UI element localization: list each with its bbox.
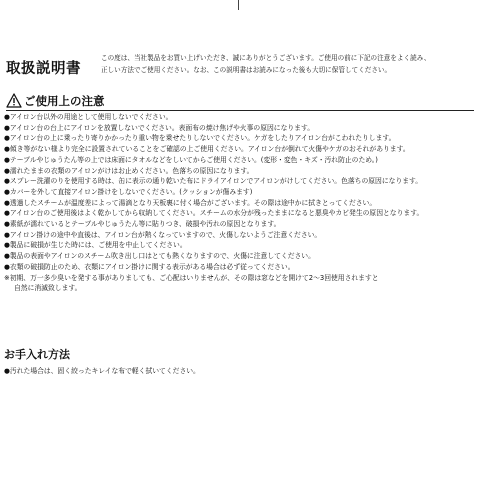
care-item: ●汚れた場合は、固く絞ったキレイな布で軽く拭いてください。 — [4, 367, 200, 375]
caution-item: ●アイロン台のご使用後はよく乾かしてから収納してください。スチームの水分が残ったままになると悪臭やカビ発生の原因となります。 — [4, 209, 424, 218]
caution-item: ●アイロン台の上に乗ったり寄りかかったり重い物を乗せたりしないでください。ケガをしたりアイロン台がこわれたりします。 — [4, 134, 396, 143]
page-top-marker — [238, 0, 239, 10]
intro-section — [6, 50, 476, 84]
caution-item: ●カバーを外して直接アイロン掛けをしないでください。(クッションが傷みます) — [4, 187, 253, 196]
intro-text — [101, 52, 477, 76]
care-heading: お手入れ方法 — [4, 348, 70, 361]
caution-item: ●透過したスチームが温度差によって湯滴となり天板裏に付く場合がございます。その際は途中かに拭きとってください。 — [4, 198, 377, 207]
caution-item: 自然に消滅致します。 — [14, 284, 82, 293]
caution-item: ●素紙が濡れているとテーブルやじゅうたん等に貼りつき、破損や汚れの原因となります。 — [4, 220, 281, 229]
caution-item: ●製品の表面やアイロンのスチーム吹き出し口はとても熱くなりますので、火傷に注意してください。 — [4, 252, 315, 261]
caution-item: ●テーブルやじゅうたん等の上では床面にタオルなどをしいてからご使用ください。(変形・変色・キズ・汚れ防止のため。) — [4, 155, 378, 164]
caution-item: ●濡れたままの衣類のアイロンがけはお止めください。色落ちの原因になります。 — [4, 166, 254, 175]
heading-divider — [6, 110, 474, 111]
intro-line: 正しい方法でご使用ください。なお、この説明書はお読みになった後も大切に保管してください。 — [101, 66, 392, 74]
caution-title: ご使用上の注意 — [24, 94, 105, 108]
caution-item: ●衣類の破損防止のため、衣類にアイロン掛けに関する表示がある場合は必ず従ってください。 — [4, 262, 295, 271]
caution-item: ●アイロン台以外の用途として使用しないでください。 — [4, 113, 173, 121]
caution-item: ●アイロン台の台上にアイロンを放置しないでください。表面布の焼け焦げや火事の原因になります。 — [4, 123, 315, 132]
page-title: 取扱説明書 — [6, 61, 81, 77]
caution-item: ●傾き等がない様より完全に設置されていることをご確認の上ご使用ください。アイロン台が倒れて火傷やケガのおそれがあります。 — [4, 145, 410, 154]
caution-item: ●スプレー洗濯のりを使用する時は、缶に表示の通り乾いた布にドライアイロンでアイロンがけしてください。色落ちの原因になります。 — [4, 177, 423, 186]
caution-item: ●製品に破損が生じた時には、ご使用を中止してください。 — [4, 241, 187, 250]
caution-item: ●アイロン掛けの途中や直後は、アイロン台が熱くなっていますので、火傷しないようご注意ください。 — [4, 230, 322, 239]
intro-line: この度は、当社製品をお買い上げいただき、誠にありがとうございます。ご使用の前に下記の注意をよく読み、 — [101, 54, 431, 62]
caution-list — [4, 112, 476, 294]
caution-item: ※初期、万一多少臭いを発する事がありましても、ご心配はいりませんが、その際は窓などを開けて2～3回使用されますと — [4, 273, 379, 282]
caution-heading — [6, 93, 474, 111]
warning-triangle-icon — [6, 93, 22, 108]
